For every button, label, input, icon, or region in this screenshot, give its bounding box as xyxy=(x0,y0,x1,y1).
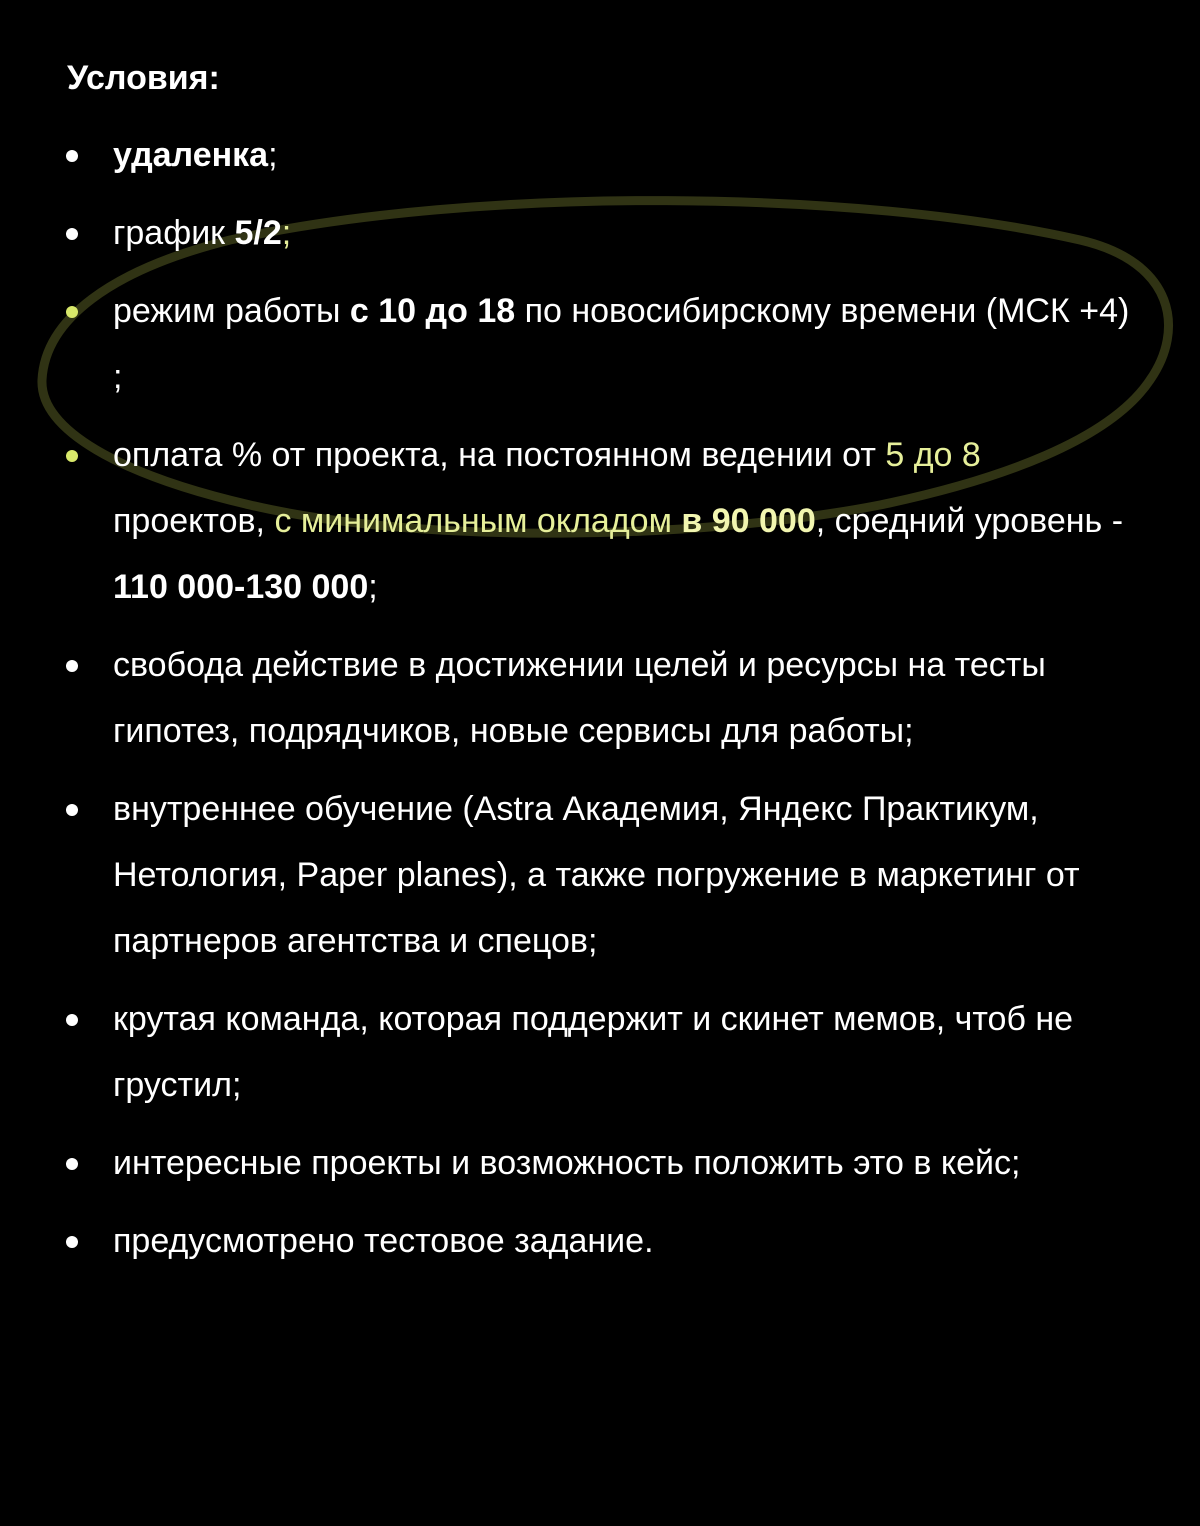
condition-item xyxy=(0,1208,1200,1274)
bullet-icon xyxy=(66,1158,78,1170)
condition-text: в 90 000 xyxy=(681,502,816,540)
bullet-icon xyxy=(66,450,78,462)
condition-text: с 10 до 18 xyxy=(349,292,516,330)
condition-item xyxy=(0,632,1200,764)
condition-text: оплата % от проекта, на постоянном ведении от xyxy=(113,436,886,474)
condition-text: крутая команда, которая поддержит и скинет мемов, чтоб не грустил; xyxy=(113,1000,1074,1104)
condition-text: ; xyxy=(368,568,378,606)
condition-text: проектов, xyxy=(113,502,275,540)
bullet-icon xyxy=(66,150,78,162)
conditions-list xyxy=(0,122,1200,1286)
condition-item xyxy=(0,422,1200,620)
condition-text: по новосибирскому времени (МСК +4) ; xyxy=(113,292,1130,396)
conditions-heading: Условия: xyxy=(67,59,220,97)
bullet-icon xyxy=(66,306,78,318)
condition-text: удаленка xyxy=(113,136,269,174)
condition-text: с минимальным окладом xyxy=(274,502,682,540)
condition-text: предусмотрено тестовое задание. xyxy=(113,1222,654,1260)
condition-text: график xyxy=(113,214,235,252)
condition-item xyxy=(0,200,1200,266)
condition-text: 110 000-130 000 xyxy=(113,568,369,606)
condition-text: свобода действие в достижении целей и ресурсы на тесты гипотез, подрядчиков, новые сервисы для работы; xyxy=(113,646,1046,750)
bullet-icon xyxy=(66,1014,78,1026)
condition-text: ; xyxy=(268,136,278,174)
condition-item xyxy=(0,1130,1200,1196)
condition-text: 5 до 8 xyxy=(885,436,981,474)
condition-text: ; xyxy=(281,214,292,252)
bullet-icon xyxy=(66,1236,78,1248)
condition-text: интересные проекты и возможность положить это в кейс; xyxy=(113,1144,1021,1182)
condition-text: внутреннее обучение (Astra Академия, Яндекс Практикум, Нетология, Paper planes), а также погружение в маркетинг от партнеров агентства и спецов; xyxy=(113,790,1080,960)
condition-item xyxy=(0,122,1200,188)
bullet-icon xyxy=(66,804,78,816)
condition-text: режим работы xyxy=(113,292,350,330)
bullet-icon xyxy=(66,660,78,672)
condition-item xyxy=(0,776,1200,974)
condition-item xyxy=(0,278,1200,410)
condition-text: 5/2 xyxy=(234,214,282,252)
bullet-icon xyxy=(66,228,78,240)
condition-item xyxy=(0,986,1200,1118)
condition-text: , средний уровень - xyxy=(815,502,1124,540)
